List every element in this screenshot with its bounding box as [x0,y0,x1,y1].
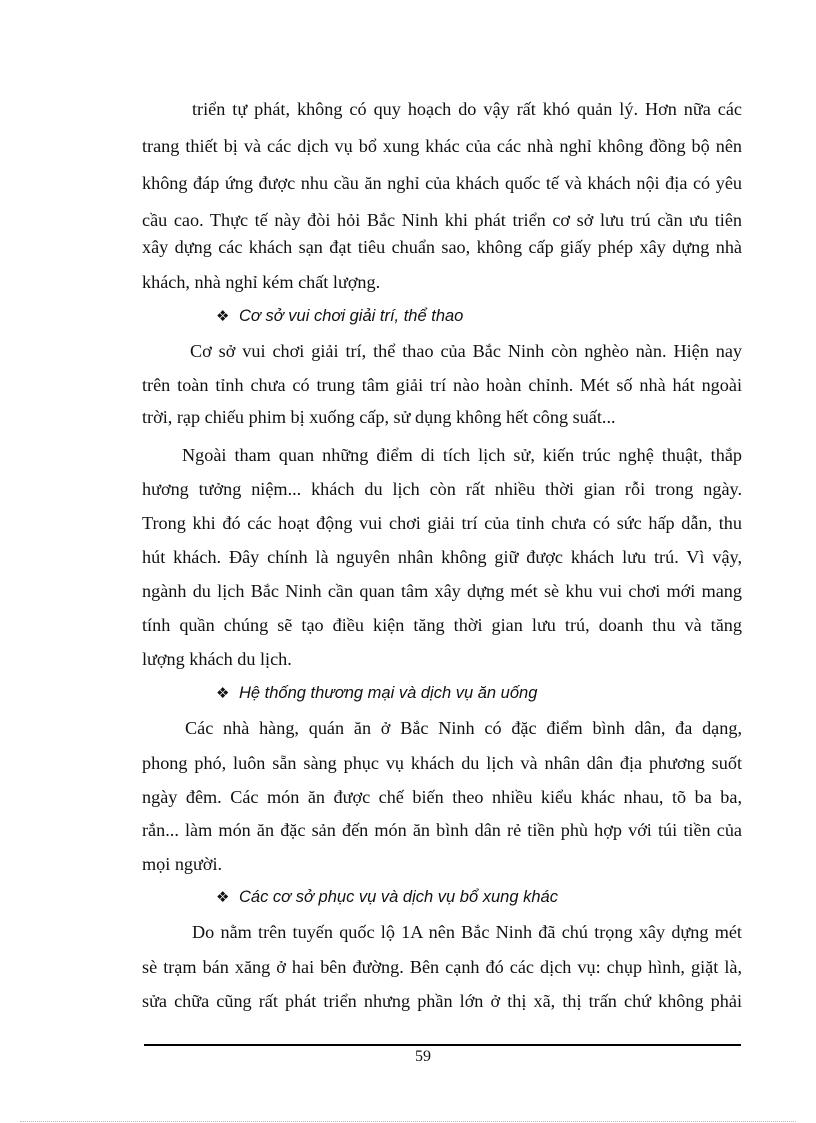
diamond-bullet-icon: ❖ [216,888,230,906]
paragraph-3-line-5: ngành du lịch Bắc Ninh cần quan tâm xây dựng mét sè khu vui chơi mới mang [142,581,742,601]
paragraph-2-line-2: trên toàn tỉnh chưa có trung tâm giải trí nào hoàn chỉnh. Mét số nhà hát ngoài [142,375,742,395]
section-heading-commerce [216,680,537,705]
paragraph-1-line-4: cầu cao. Thực tế này đòi hỏi Bắc Ninh khi phát triển cơ sở lưu trú cần ưu tiên [142,210,742,230]
paragraph-3-line-6: tính quần chúng sẽ tạo điều kiện tăng thời gian lưu trú, doanh thu và tăng [142,615,742,635]
diamond-bullet-icon: ❖ [216,307,230,325]
paragraph-3-line-3: Trong khi đó các hoạt động vui chơi giải trí của tỉnh chưa có sức hấp dẫn, thu [142,513,742,533]
paragraph-4-line-2: phong phó, luôn sẵn sàng phục vụ khách du lịch và nhân dân địa phương suốt [142,753,742,773]
diamond-bullet-icon: ❖ [216,684,230,702]
paragraph-2-line-3: trời, rạp chiếu phim bị xuống cấp, sử dụng không hết công suất... [142,407,616,427]
paragraph-1-line-3: không đáp ứng được nhu cầu ăn nghỉ của khách quốc tế và khách nội địa có yêu [142,173,742,193]
paragraph-3-line-1: Ngoài tham quan những điểm di tích lịch sử, kiến trúc nghệ thuật, thắp [182,445,742,465]
paragraph-3-line-4: hút khách. Đây chính là nguyên nhân không giữ được khách lưu trú. Vì vậy, [142,547,742,567]
section-heading-text: Các cơ sở phục vụ và dịch vụ bổ xung khác [239,888,558,906]
paragraph-1-line-2: trang thiết bị và các dịch vụ bổ xung khác của các nhà nghỉ không đồng bộ nên [142,136,742,156]
section-heading-other-services [216,884,558,909]
section-heading-text: Hệ thống thương mại và dịch vụ ăn uống [239,684,538,702]
paragraph-1-line-5: xây dựng các khách sạn đạt tiêu chuẩn sao, không cấp giấy phép xây dựng nhà [142,237,742,257]
paragraph-5-line-3: sửa chữa cũng rất phát triển nhưng phần lớn ở thị xã, thị trấn chứ không phải [142,991,742,1011]
paragraph-5-line-2: sè trạm bán xăng ở hai bên đường. Bên cạnh đó các dịch vụ: chụp hình, giặt là, [142,957,742,977]
page-bottom-border [20,1121,796,1122]
section-heading-text: Cơ sở vui chơi giải trí, thể thao [239,307,464,325]
page-number: 59 [415,1048,431,1065]
paragraph-3-line-7: lượng khách du lịch. [142,649,292,669]
paragraph-4-line-4: rắn... làm món ăn đặc sản đến món ăn bình dân rẻ tiền phù hợp với túi tiền của [142,820,742,840]
paragraph-1-line-6: khách, nhà nghỉ kém chất lượng. [142,272,381,292]
paragraph-4-line-1: Các nhà hàng, quán ăn ở Bắc Ninh có đặc điểm bình dân, đa dạng, [185,718,742,738]
section-heading-entertainment [216,303,463,328]
paragraph-2-line-1: Cơ sở vui chơi giải trí, thể thao của Bắc Ninh còn nghèo nàn. Hiện nay [190,341,742,361]
paragraph-4-line-5: mọi người. [142,854,223,874]
paragraph-1-line-1: triển tự phát, không có quy hoạch do vậy rất khó quản lý. Hơn nữa các [192,99,742,119]
paragraph-3-line-2: hương tưởng niệm... khách du lịch còn rất nhiều thời gian rỗi trong ngày. [142,479,742,499]
paragraph-5-line-1: Do nằm trên tuyến quốc lộ 1A nên Bắc Ninh đã chú trọng xây dựng mét [192,922,742,942]
paragraph-4-line-3: ngày đêm. Các món ăn được chế biến theo nhiều kiểu khác nhau, tõ ba ba, [142,787,742,807]
